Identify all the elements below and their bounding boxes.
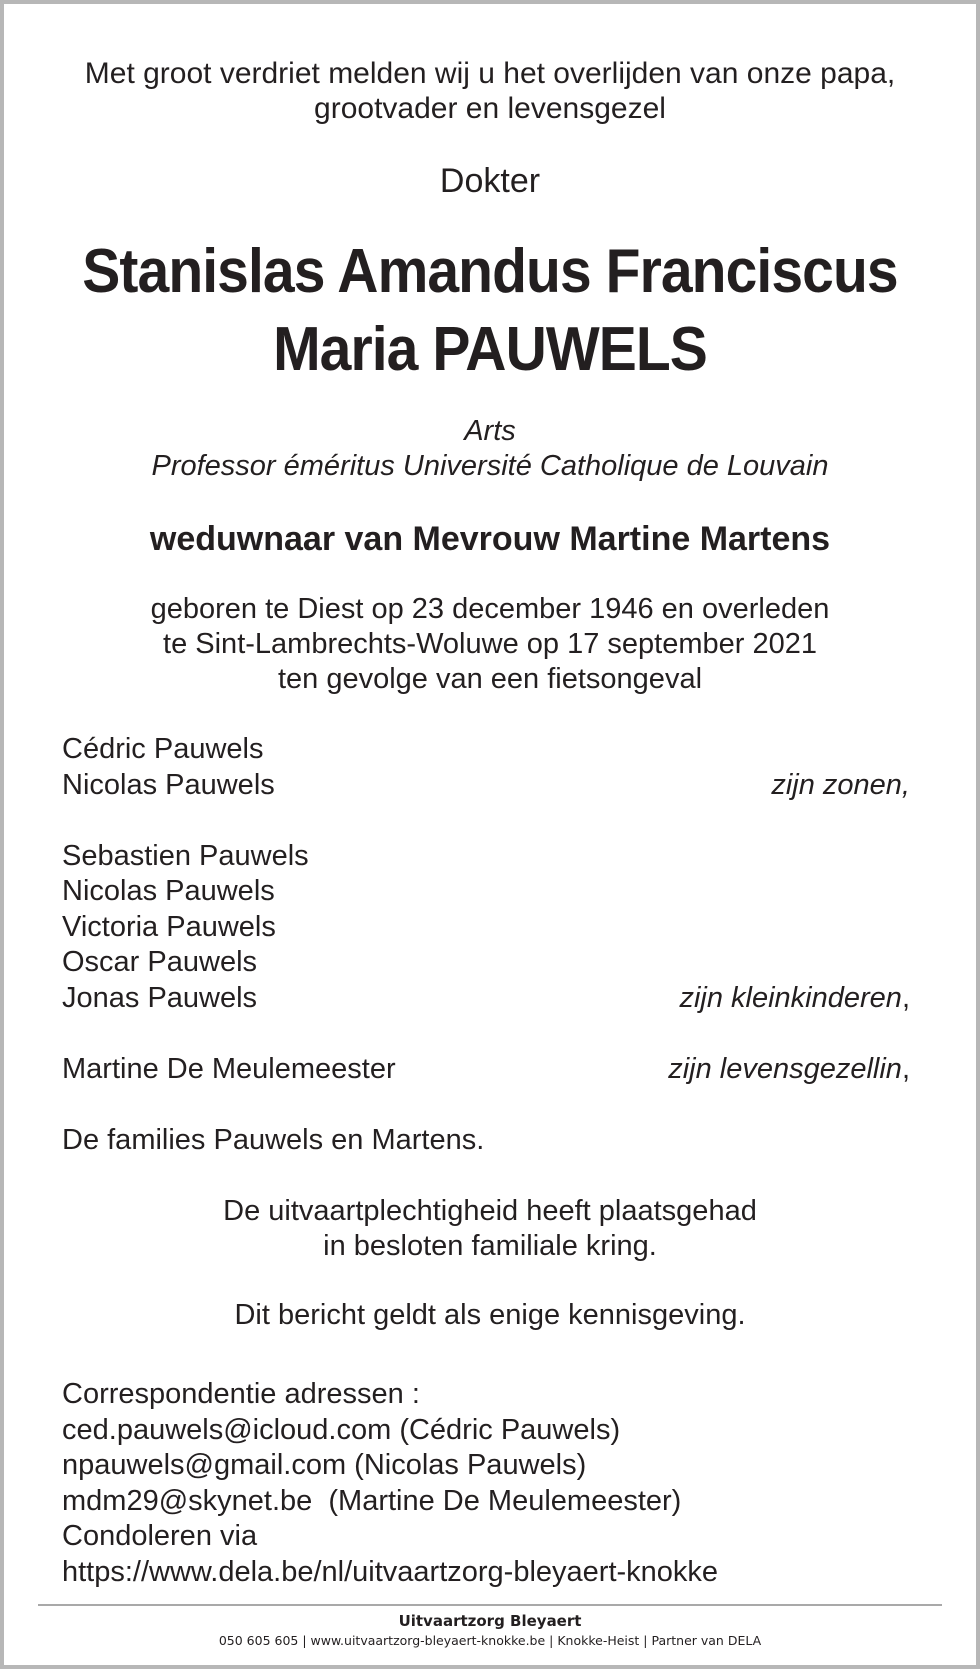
condolence-link[interactable]: https://www.dela.be/nl/uitvaartzorg-bleyaert-knokke [62, 1555, 719, 1588]
deceased-name-line-1: Stanislas Amandus Franciscus [82, 237, 898, 306]
grandchildren-relation-comma: , [901, 981, 910, 1014]
intro-line-2: grootvader en levensgezel [314, 92, 666, 125]
funeral-home-info: 050 605 605 | www.uitvaartzorg-bleyaert-knokke.be | Knokke-Heist | Partner van DELA [218, 1633, 762, 1648]
correspondence-heading: Correspondentie adressen : [62, 1378, 420, 1410]
condolence-label: Condoleren via [62, 1520, 258, 1552]
correspondence-email[interactable]: mdm29@skynet.be (Martine De Meulemeester) [62, 1484, 682, 1517]
family-list [62, 732, 910, 1158]
family-row [62, 732, 910, 768]
intro-text [4, 56, 976, 126]
grandchildren-group [62, 839, 910, 1017]
family-row [62, 839, 910, 875]
family-row [62, 910, 910, 946]
partner-name: Martine De Meulemeester [62, 1052, 396, 1085]
partner-relation-text: zijn levensgezellin [668, 1052, 902, 1085]
funeral-home-name: Uitvaartzorg Bleyaert [398, 1612, 582, 1630]
widower-line: weduwnaar van Mevrouw Martine Martens [149, 520, 831, 558]
family-row [62, 874, 910, 910]
ceremony-line-2: in besloten familiale kring. [323, 1230, 657, 1262]
grandchild-name: Sebastien Pauwels [62, 839, 309, 872]
role-line-1: Arts [464, 415, 516, 447]
partner-relation-comma: , [901, 1052, 910, 1085]
correspondence-email[interactable]: ced.pauwels@icloud.com (Cédric Pauwels) [62, 1413, 621, 1446]
son-name: Nicolas Pauwels [62, 768, 275, 801]
grandchild-name: Nicolas Pauwels [62, 875, 275, 907]
ceremony-info [4, 1194, 976, 1264]
grandchildren-relation-text: zijn kleinkinderen [679, 981, 902, 1014]
deceased-roles [4, 414, 976, 484]
grandchildren-relation [679, 981, 910, 1017]
family-row [62, 1052, 910, 1088]
partner-group [62, 1052, 910, 1088]
family-row [62, 981, 910, 1017]
footer [4, 1612, 976, 1651]
grandchild-name: Oscar Pauwels [62, 946, 258, 978]
sons-relation: zijn zonen, [771, 768, 910, 801]
correspondence-block [62, 1377, 936, 1590]
families-line [62, 1123, 910, 1159]
deceased-name-line-2: Maria PAUWELS [273, 315, 707, 384]
partner-relation [668, 1052, 910, 1088]
family-row [62, 768, 910, 804]
ceremony-line-1: De uitvaartplechtigheid heeft plaatsgehad [223, 1195, 757, 1227]
son-name: Cédric Pauwels [62, 733, 264, 765]
grandchild-name: Victoria Pauwels [62, 910, 276, 943]
notice-text: Dit bericht geldt als enige kennisgeving. [234, 1299, 746, 1331]
birth-death-info [4, 592, 976, 697]
birth-line-3: ten gevolge van een fietsongeval [277, 663, 703, 695]
deceased-title: Dokter [439, 162, 541, 200]
intro-line-1: Met groot verdriet melden wij u het overlijden van onze papa, [84, 57, 896, 90]
footer-divider [38, 1604, 942, 1606]
birth-line-2: te Sint-Lambrechts-Woluwe op 17 september 2021 [163, 628, 817, 660]
role-line-2: Professor éméritus Université Catholique de Louvain [151, 450, 829, 482]
deceased-name [43, 233, 937, 389]
sons-group [62, 732, 910, 803]
family-row [62, 945, 910, 981]
birth-line-1: geboren te Diest op 23 december 1946 en overleden [150, 593, 830, 625]
grandchild-name: Jonas Pauwels [62, 981, 258, 1014]
families-text: De families Pauwels en Martens. [62, 1123, 485, 1156]
correspondence-email[interactable]: npauwels@gmail.com (Nicolas Pauwels) [62, 1449, 587, 1481]
